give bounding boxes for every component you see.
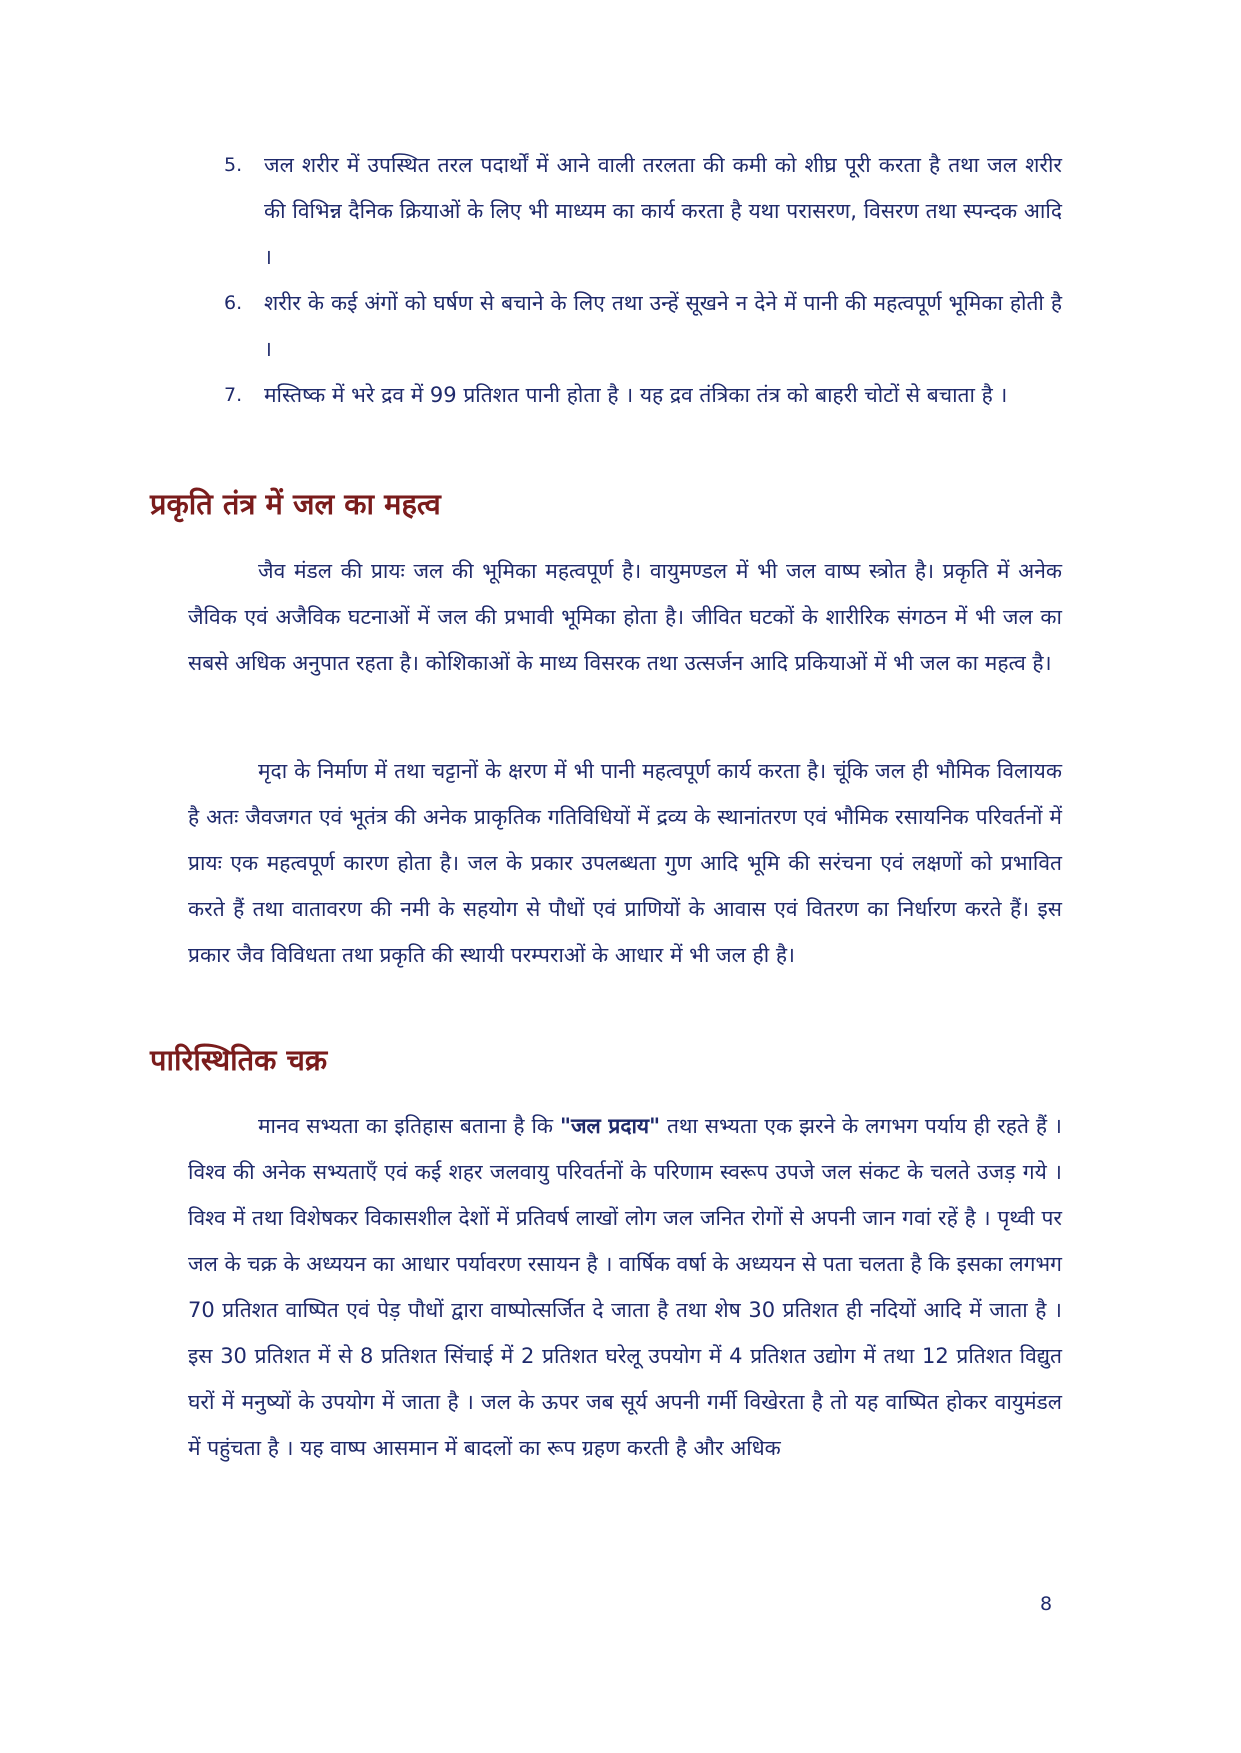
list-item-number: 6. [224,292,243,314]
paragraph-text-start: मानव सभ्यता का इतिहास बताना है कि [258,1114,561,1138]
list-item-number: 5. [224,154,243,176]
paragraph: मृदा के निर्माण में तथा चट्टानों के क्षरण में भी पानी महत्वपूर्ण कार्य करता है। चूंकि जल ही भौमिक विलायक है अतः जैवजगत एवं भूतंत्र की अनेक प्राकृतिक गतिविधियों में द्रव्य के स्थानांतरण एवं भौमिक रसायनिक परिवर्तनों में प्रायः एक महत्वपूर्ण कारण होता है। जल के प्रकार उपलब्धता गुण आदि भूमि की सरंचना एवं लक्षणों को प्रभावित करते हैं तथा वातावरण की नमी के सहयोग से पौधों एवं प्राणियों के आवास एवं वितरण का निर्धारण करते हैं। इस प्रकार जैव विविधता तथा प्रकृति की स्थायी परम्पराओं के आधार में भी जल ही है। [188,759,1062,967]
list-item-text: जल शरीर में उपस्थित तरल पदार्थों में आने वाली तरलता की कमी को शीघ्र पूरी करता है तथा जल शरीर की विभिन्न दैनिक क्रियाओं के लिए भी माध्यम का कार्य करता है यथा परासरण, विसरण तथा स्पन्दक आदि । [264,153,1062,269]
paragraph-text-rest: तथा सभ्यता एक झरने के लगभग पर्याय ही रहते हैं । विश्व की अनेक सभ्यताएँ एवं कई शहर जलवायु परिवर्तनों के परिणाम स्वरूप उपजे जल संकट के चलते उजड़ गये । विश्व में तथा विशेषकर विकासशील देशों में प्रतिवर्ष लाखों लोग जल जनित रोगों से अपनी जान गवां रहें है । पृथ्वी पर जल के चक्र के अध्ययन का आधार पर्यावरण रसायन है । वार्षिक वर्षा के अध्ययन से पता चलता है कि इसका लगभग 70 प्रतिशत वाष्पित एवं पेड़ पौधों द्वारा वाष्पोत्सर्जित दे जाता है तथा शेष 30 प्रतिशत ही नदियों आदि में जाता है । इस 30 प्रतिशत में से 8 प्रतिशत सिंचाई में 2 प्रतिशत घरेलू उपयोग में 4 प्रतिशत उद्योग में तथा 12 प्रतिशत विद्युत घरों में मनुष्यों के उपयोग में जाता है । जल के ऊपर जब सूर्य अपनी गर्मी विखेरता है तो यह वाष्पित होकर वायुमंडल में पहुंचता है । यह वाष्प आसमान में बादलों का रूप ग्रहण करती है और अधिक [188,1114,1062,1460]
numbered-list [224,142,1062,418]
paragraph: जैव मंडल की प्रायः जल की भूमिका महत्वपूर्ण है। वायुमण्डल में भी जल वाष्प स्त्रोत है। प्रकृति में अनेक जैविक एवं अजैविक घटनाओं में जल की प्रभावी भूमिका होता है। जीवित घटकों के शारीरिक संगठन में भी जल का सबसे अधिक अनुपात रहता है। कोशिकाओं के माध्य विसरक तथा उत्सर्जन आदि प्रकियाओं में भी जल का महत्व है। [188,559,1062,675]
list-item-number: 7. [224,384,243,406]
list-item [224,142,1062,280]
list-item-text: शरीर के कई अंगों को घर्षण से बचाने के लिए तथा उन्हें सूखने न देने में पानी की महत्वपूर्ण भूमिका होती है । [264,291,1062,361]
list-item-text: मस्तिष्क में भरे द्रव में 99 प्रतिशत पानी होता है । यह द्रव तंत्रिका तंत्र को बाहरी चोटों से बचाता है । [264,383,1008,407]
paragraph [188,1103,1062,1471]
emphasized-term: "जल प्रदाय" [560,1114,661,1138]
list-item [224,280,1062,372]
section-heading-nature-system: प्रकृति तंत्र में जल का महत्व [150,487,441,521]
page-number: 8 [1040,1593,1053,1615]
section-heading-ecological-cycle: पारिस्थितिक चक्र [150,1043,328,1077]
list-item [224,372,1062,418]
